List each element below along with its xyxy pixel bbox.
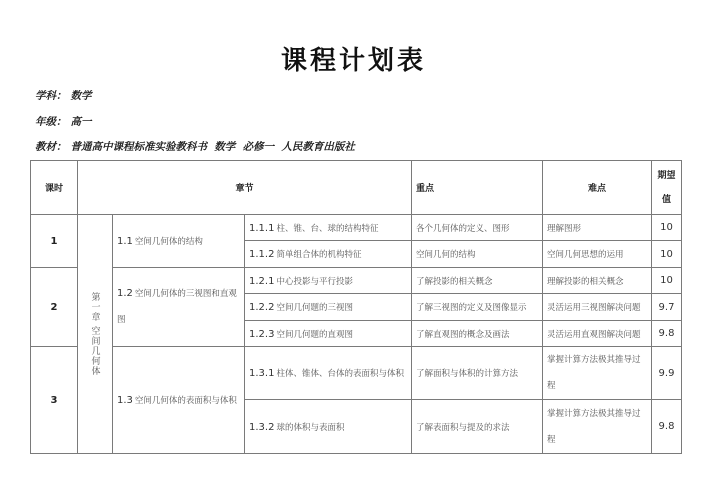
expected-value: 10 bbox=[652, 241, 682, 268]
expected-value: 10 bbox=[652, 215, 682, 241]
meta-grade-value: 高一 bbox=[70, 116, 92, 128]
section-cell bbox=[113, 215, 245, 268]
table-row bbox=[31, 347, 682, 400]
header-key-points: 重点 bbox=[412, 161, 543, 215]
subsection-number: 1.1.2 bbox=[249, 249, 275, 260]
subsection-cell bbox=[245, 241, 412, 268]
difficulty: 空间几何思想的运用 bbox=[543, 241, 652, 268]
lesson-number: 1 bbox=[31, 215, 78, 268]
subsection-number: 1.2.2 bbox=[249, 302, 275, 313]
chapter-label: 第一章 空间几何体 bbox=[89, 292, 100, 376]
subsection-title: 简单组合体的机构特征 bbox=[276, 250, 362, 260]
key-point: 了解直观图的概念及画法 bbox=[412, 321, 543, 347]
difficulty: 掌握计算方法极其推导过程 bbox=[543, 347, 652, 400]
meta-textbook-value: 普通高中课程标准实验教科书 数学 必修一 人民教育出版社 bbox=[70, 141, 355, 153]
meta-textbook bbox=[35, 139, 355, 154]
key-point: 各个几何体的定义、图形 bbox=[412, 215, 543, 241]
section-number: 1.1 bbox=[117, 236, 133, 247]
difficulty: 灵活运用三视图解决问题 bbox=[543, 294, 652, 321]
course-plan-table bbox=[30, 160, 682, 454]
expected-value: 10 bbox=[652, 268, 682, 294]
key-point: 了解三视图的定义及图像显示 bbox=[412, 294, 543, 321]
page-title: 课程计划表 bbox=[280, 46, 426, 76]
subsection-cell bbox=[245, 294, 412, 321]
expected-value: 9.8 bbox=[652, 321, 682, 347]
difficulty: 灵活运用直观图解决问题 bbox=[543, 321, 652, 347]
section-title: 空间几何体的表面积与体积 bbox=[134, 396, 237, 406]
subsection-cell bbox=[245, 400, 412, 454]
meta-textbook-label: 教材： bbox=[35, 141, 67, 153]
subsection-title: 空间几何题的直观图 bbox=[276, 329, 353, 340]
subsection-cell bbox=[245, 268, 412, 294]
meta-subject-value: 数学 bbox=[70, 90, 92, 102]
subsection-cell bbox=[245, 321, 412, 347]
subsection-number: 1.3.1 bbox=[249, 368, 275, 379]
key-point: 了解表面积与提及的求法 bbox=[412, 400, 543, 454]
section-cell bbox=[113, 268, 245, 347]
header-row bbox=[31, 161, 682, 215]
subsection-title: 球的体积与表面积 bbox=[276, 422, 345, 433]
subsection-number: 1.1.1 bbox=[249, 222, 275, 234]
subsection-title: 空间几何题的三视图 bbox=[276, 303, 353, 313]
table-row bbox=[31, 268, 682, 294]
difficulty: 理解图形 bbox=[543, 215, 652, 241]
difficulty: 理解投影的相关概念 bbox=[543, 268, 652, 294]
expected-value: 9.8 bbox=[652, 400, 682, 454]
subsection-title: 中心投影与平行投影 bbox=[276, 276, 353, 287]
header-chapter: 章节 bbox=[78, 161, 412, 215]
subsection-number: 1.2.3 bbox=[249, 328, 275, 340]
header-expected-value: 期望值 bbox=[652, 161, 682, 215]
expected-value: 9.7 bbox=[652, 294, 682, 321]
table-row bbox=[31, 215, 682, 241]
key-point: 了解面积与体积的计算方法 bbox=[412, 347, 543, 400]
subsection-cell bbox=[245, 215, 412, 241]
header-lesson: 课时 bbox=[31, 161, 78, 215]
meta-grade bbox=[35, 114, 92, 129]
subsection-number: 1.3.2 bbox=[249, 421, 275, 433]
chapter-cell bbox=[78, 215, 113, 454]
meta-subject bbox=[35, 88, 92, 103]
key-point: 了解投影的相关概念 bbox=[412, 268, 543, 294]
subsection-title: 柱体、锥体、台体的表面积与体积 bbox=[276, 369, 404, 379]
key-point: 空间几何的结构 bbox=[412, 241, 543, 268]
section-title: 空间几何体的结构 bbox=[134, 237, 203, 247]
meta-subject-label: 学科： bbox=[35, 90, 67, 102]
subsection-number: 1.2.1 bbox=[249, 275, 275, 287]
section-number: 1.2 bbox=[117, 288, 133, 299]
lesson-number: 3 bbox=[31, 347, 78, 454]
section-number: 1.3 bbox=[117, 395, 133, 406]
expected-value: 9.9 bbox=[652, 347, 682, 400]
subsection-cell bbox=[245, 347, 412, 400]
meta-grade-label: 年级： bbox=[35, 116, 67, 128]
subsection-title: 柱、锥、台、球的结构特征 bbox=[276, 223, 379, 234]
lesson-number: 2 bbox=[31, 268, 78, 347]
section-title: 空间几何体的三视图和直观图 bbox=[117, 289, 237, 325]
difficulty: 掌握计算方法极其推导过程 bbox=[543, 400, 652, 454]
header-difficulties: 难点 bbox=[543, 161, 652, 215]
section-cell bbox=[113, 347, 245, 454]
